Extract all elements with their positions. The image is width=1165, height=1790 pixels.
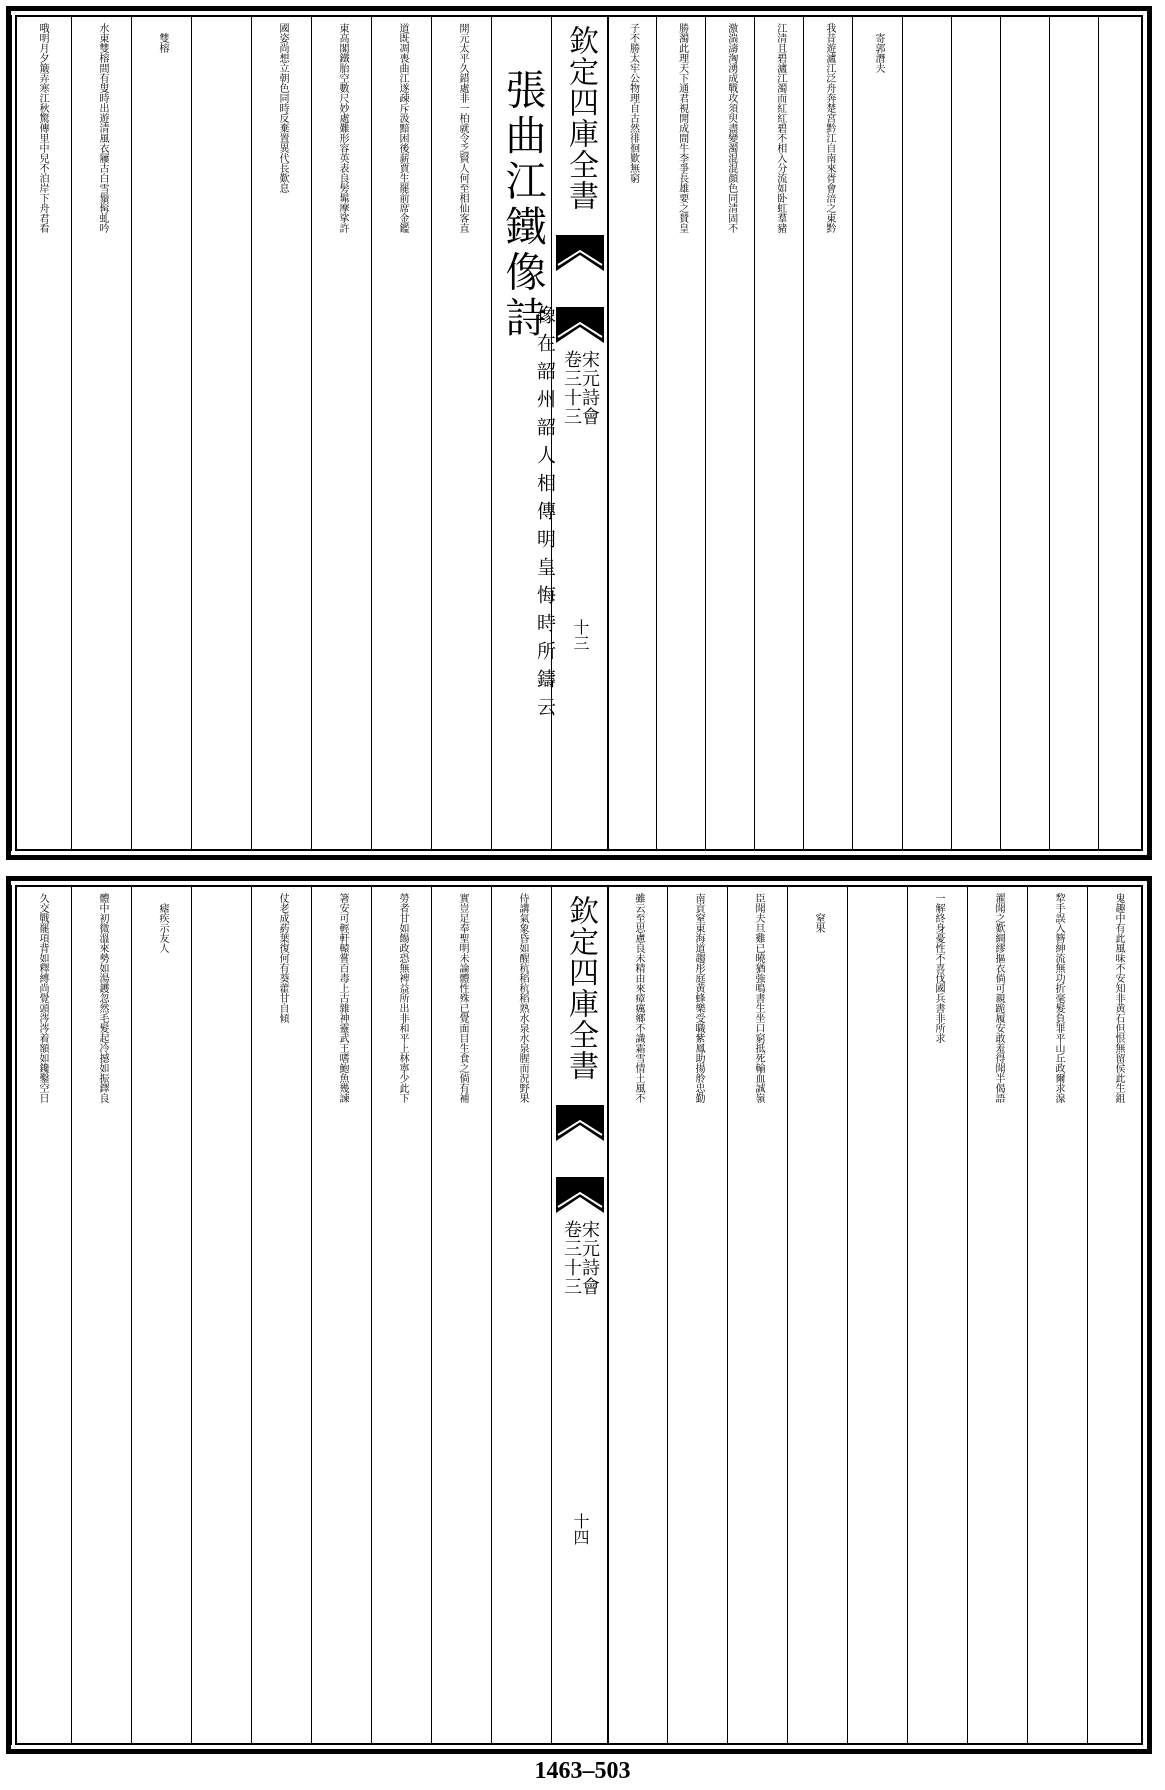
gutter-page-number xyxy=(552,619,608,651)
left-column-1 xyxy=(431,15,492,851)
left-column-text: 體中初微溫來勢如湯鑊忽然毛髮起冷撼如振鐸良 xyxy=(97,893,108,1103)
gutter-title-text: 欽定四庫全書 xyxy=(563,25,598,211)
fish-tail-mark-upper xyxy=(556,235,604,271)
right-column-text: 鬼趣中有此風味不安知非黄石但恨無留侯此生鉏 xyxy=(1113,893,1124,1103)
right-column-3 xyxy=(951,15,1001,851)
left-column-text: 雙榕 xyxy=(157,23,168,53)
left-column-text: 瘧疾示友人 xyxy=(157,893,168,953)
left-column-text: 水東雙榕間有叟時出遊清風衣屨古白雪鬚髯虬吟 xyxy=(97,23,108,233)
right-column-2 xyxy=(1000,15,1050,851)
left-column-1 xyxy=(431,885,492,1745)
right-column-4 xyxy=(847,885,908,1745)
fish-tail-mark-lower xyxy=(556,1177,604,1213)
right-column-1 xyxy=(1027,885,1088,1745)
gutter-title xyxy=(552,895,608,1081)
right-column-text: 寄郭潛夫 xyxy=(872,23,884,73)
right-column-9 xyxy=(656,15,706,851)
center-gutter xyxy=(551,15,609,851)
right-column-6 xyxy=(803,15,853,851)
right-column-text: 南貢窒東海道趨彤庭黄蜂樂受職紫鳳助揚舲忠勤 xyxy=(693,893,704,1103)
right-column-text: 我昔遊瀘江泛舟奔楚宮黔江自南來胥會涪之東黔 xyxy=(823,23,835,233)
right-column-8 xyxy=(705,15,755,851)
top-page-frame xyxy=(6,6,1152,860)
left-column-text: 哦明月夕簸弄寒江秋驚傳里中兒不泊岸下舟君看 xyxy=(37,23,48,233)
center-gutter xyxy=(551,885,609,1745)
left-column-text: 道既凋喪曲江遂疎斥汲黯困後薪賈生罷前席金鑑 xyxy=(397,23,408,233)
gutter-volume xyxy=(552,350,608,426)
right-column-1 xyxy=(1049,15,1099,851)
left-column-text: 開元太平久錯處非一柏就令乏賢人何至相仙客直 xyxy=(457,23,468,233)
title-note: 像在韶州韶人相傳明皇悔時所鑄云 xyxy=(534,305,556,725)
left-column-8 xyxy=(11,885,72,1745)
left-column-3 xyxy=(311,15,372,851)
fish-tail-mark-lower xyxy=(556,307,604,343)
right-column-8 xyxy=(607,885,668,1745)
right-column-0 xyxy=(1087,885,1148,1745)
right-column-5 xyxy=(852,15,902,851)
right-column-text: 濯聞之歎綢繆摳衣倘可親跪履安敢羞得聞半偈語 xyxy=(993,893,1004,1103)
right-column-text: 窒果 xyxy=(813,893,824,933)
left-column-text: 仗老成葯葉復何有葵藿甘自傾 xyxy=(277,893,288,1023)
gutter-collection-text: 宋元詩會 xyxy=(579,350,600,426)
right-column-text: 臣聞夫旦雞已曉猶強鳴書生坐口窮抵死輸血誠嶺 xyxy=(753,893,764,1103)
right-column-6 xyxy=(727,885,788,1745)
left-column-5 xyxy=(191,885,252,1745)
left-column-text: 久交戰罷項背如釋縛尚覺頭涔涔着額如鑱鑿空日 xyxy=(37,893,48,1103)
right-column-text: 雖云至思慮良未精由來瘴癘鄉不識霜雪情土風不 xyxy=(633,893,644,1103)
left-column-7 xyxy=(71,885,132,1745)
left-column-text: 張曲江鐵像詩 xyxy=(498,23,547,342)
left-column-6 xyxy=(131,885,192,1745)
left-column-4 xyxy=(251,15,312,851)
right-column-5 xyxy=(787,885,848,1745)
right-column-3 xyxy=(907,885,968,1745)
bottom-page-frame xyxy=(6,876,1152,1754)
right-column-2 xyxy=(967,885,1028,1745)
gutter-volume-text: 卷三十三 xyxy=(561,350,582,426)
left-column-7 xyxy=(71,15,132,851)
gutter-volume xyxy=(552,1220,608,1296)
right-column-text: 勝濁此理天下通君視開成間牛李爭長雄要之賛皇 xyxy=(676,23,688,233)
right-column-4 xyxy=(902,15,952,851)
left-column-0 xyxy=(491,15,556,851)
left-column-text: 勞者甘如餳政恐無裨益所出非和平上林寧少此下 xyxy=(397,893,408,1103)
gutter-page-number xyxy=(552,1513,608,1545)
gutter-page-number-text: 十三 xyxy=(571,619,590,651)
left-column-5 xyxy=(191,15,252,851)
left-column-text: 實豈足奉聖明未論體性殊已覺面目生食之倘有補 xyxy=(457,893,468,1103)
right-column-7 xyxy=(667,885,728,1745)
right-column-text: 一解終身憂性不喜伐國兵書非所求 xyxy=(933,893,944,1043)
left-column-2 xyxy=(371,15,432,851)
gutter-title-text: 欽定四庫全書 xyxy=(563,895,598,1081)
gutter-page-number-text: 十四 xyxy=(571,1513,590,1545)
right-column-text: 江清且碧瀘江濁而紅紅碧不相入分流如卧虹羣豬 xyxy=(774,23,786,233)
right-column-10 xyxy=(607,15,657,851)
gutter-title xyxy=(552,25,608,211)
left-column-3 xyxy=(311,885,372,1745)
left-column-2 xyxy=(371,885,432,1745)
left-column-8 xyxy=(11,15,72,851)
left-column-text: 侍講氣象昏如醒秔稻秔稻熟水泉水泉腥而況野果 xyxy=(517,893,528,1103)
right-column-text: 子不勝太牢公物理自古然徘徊歎無窮 xyxy=(627,23,639,183)
left-column-text: 東高閣鐵胎空數尺妙處難形容英表良髣髴摩挲許 xyxy=(337,23,348,233)
right-column-text: 犂手誤入簪紳流無功折毫髮負罪平山丘政爾求湶 xyxy=(1053,893,1064,1103)
left-column-6 xyxy=(131,15,192,851)
left-column-text: 國姿尚想立朝色同時反棄置異代長歎息 xyxy=(277,23,288,193)
gutter-volume-text: 卷三十三 xyxy=(561,1220,582,1296)
right-column-0 xyxy=(1098,15,1148,851)
right-column-text: 激湍濤洶湧成戰攻須臾盡變濁混混顔色同清固不 xyxy=(725,23,737,233)
gutter-collection-text: 宋元詩會 xyxy=(579,1220,600,1296)
fish-tail-mark-upper xyxy=(556,1105,604,1141)
page-footer-number: 1463–503 xyxy=(534,1758,631,1784)
left-column-0 xyxy=(491,885,552,1745)
left-column-text: 箸安可輕軒轅嘗百毒上古雜神靈武王嗜鮑魚幾諫 xyxy=(337,893,348,1103)
right-column-7 xyxy=(754,15,804,851)
left-column-4 xyxy=(251,885,312,1745)
